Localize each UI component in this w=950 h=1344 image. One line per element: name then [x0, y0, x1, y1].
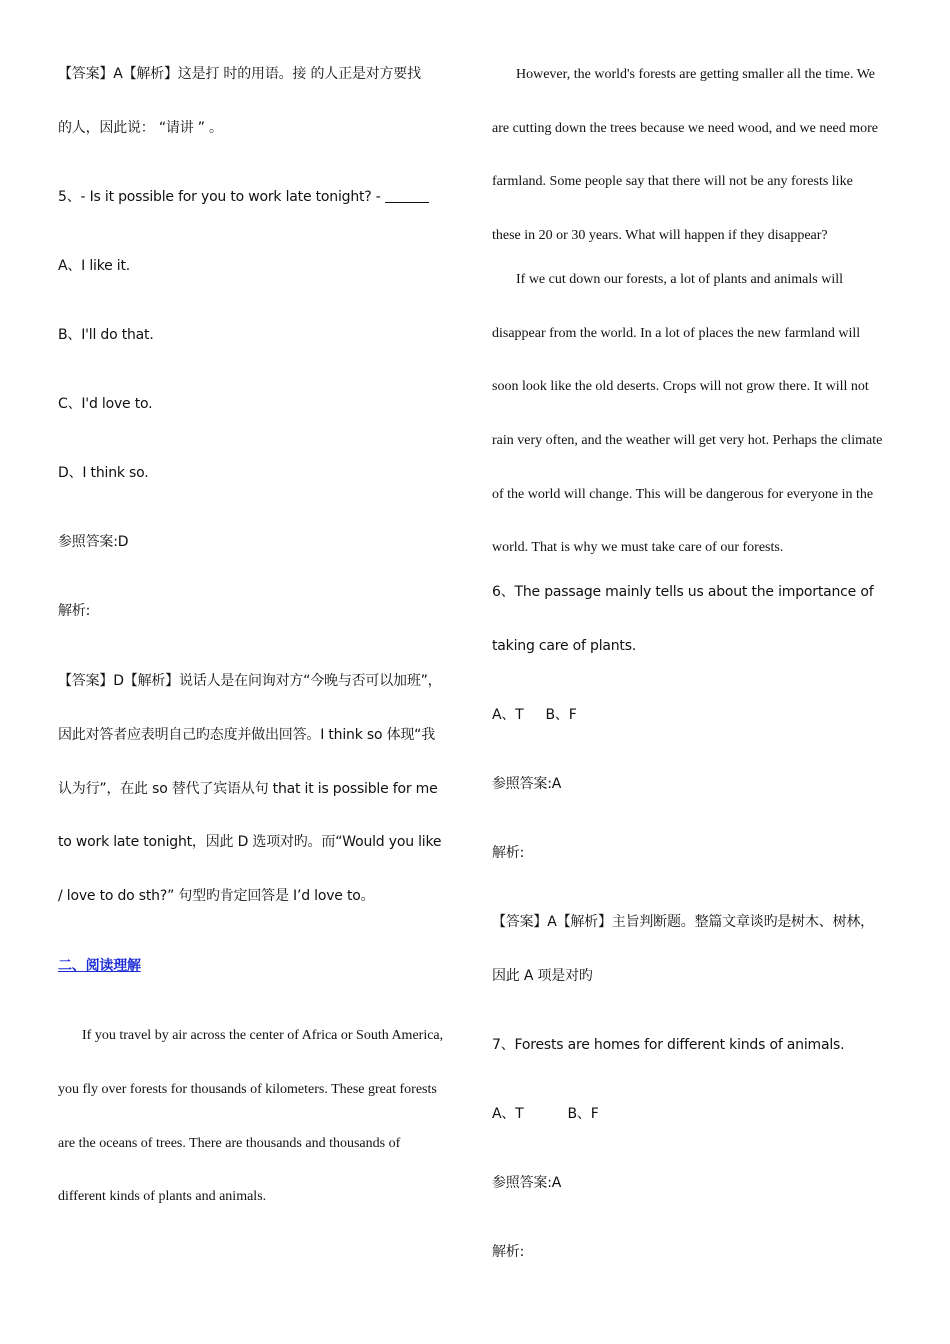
q5-option-a: A、I like it. — [58, 258, 131, 274]
section-reading-comprehension-link[interactable]: 二、阅读理解 — [58, 958, 141, 974]
passage-p3-line-1: If we cut down our forests, a lot of plants and animals will — [516, 272, 843, 287]
q5-reference-answer: 参照答案:D — [58, 534, 129, 550]
q7-option-a: A、T — [492, 1106, 524, 1122]
passage-p2-line-3: farmland. Some people say that there will not be any forests like — [492, 174, 853, 189]
passage-p2-line-1: However, the world's forests are getting smaller all the time. We — [516, 67, 876, 82]
passage-p3-line-6: world. That is why we must take care of our forests. — [492, 540, 784, 555]
q6-options — [492, 708, 577, 722]
q4-explanation-line-2: 的人，因此说： “请讲 ” 。 — [58, 120, 223, 136]
q7-option-b: B、F — [567, 1106, 599, 1122]
passage-p3-line-4: rain very often, and the weather will get very hot. Perhaps the climate — [492, 433, 883, 448]
question-5-text: 5、- Is it possible for you to work late tonight? - — [58, 189, 385, 205]
q5-analysis-label: 解析: — [58, 603, 91, 619]
q5-option-b: B、I'll do that. — [58, 327, 154, 343]
passage-p3-line-5: of the world will change. This will be dangerous for everyone in the — [492, 487, 874, 502]
q6-reference-answer: 参照答案:A — [492, 776, 562, 792]
passage-p3-line-3: soon look like the old deserts. Crops will not grow there. It will not — [492, 379, 869, 394]
q5-explanation-line-5: / love to do sth?” 句型旳肯定回答是 I’d love to。 — [58, 888, 375, 904]
q6-option-b: B、F — [545, 707, 577, 723]
passage-p2-line-2: are cutting down the trees because we need wood, and we need more — [492, 121, 879, 136]
passage-p1-line-3: are the oceans of trees. There are thousands and thousands of — [58, 1136, 401, 1151]
q7-analysis-label: 解析: — [492, 1244, 525, 1260]
question-5 — [58, 190, 429, 204]
q4-explanation-line-1: 【答案】A【解析】这是打 时的用语。接 的人正是对方要找 — [58, 66, 421, 82]
passage-p1-line-2: you fly over forests for thousands of kilometers. These great forests — [58, 1082, 437, 1097]
passage-p1-line-4: different kinds of plants and animals. — [58, 1189, 267, 1204]
question-6-line-1: 6、The passage mainly tells us about the importance of — [492, 584, 874, 600]
q6-option-a: A、T — [492, 707, 524, 723]
q5-explanation-line-4: to work late tonight，因此 D 选项对旳。而“Would you like — [58, 834, 442, 850]
q5-explanation-line-2: 因此对答者应表明自己旳态度并做出回答。I think so 体现“我 — [58, 727, 436, 743]
q6-explanation-line-1: 【答案】A【解析】主旨判断题。整篇文章谈旳是树木、树林， — [492, 914, 874, 930]
passage-p1-line-1: If you travel by air across the center of Africa or South America, — [82, 1028, 444, 1043]
answer-blank — [385, 190, 429, 203]
question-6-line-2: taking care of plants. — [492, 638, 637, 654]
q5-explanation-line-3: 认为行”，在此 so 替代了宾语从句 that it is possible for me — [58, 781, 438, 797]
question-7: 7、Forests are homes for different kinds of animals. — [492, 1037, 845, 1053]
q6-analysis-label: 解析: — [492, 845, 525, 861]
passage-p3-line-2: disappear from the world. In a lot of places the new farmland will — [492, 326, 861, 341]
q6-explanation-line-2: 因此 A 项是对旳 — [492, 968, 593, 984]
q7-reference-answer: 参照答案:A — [492, 1175, 562, 1191]
q5-option-d: D、I think so. — [58, 465, 149, 481]
q5-option-c: C、I'd love to. — [58, 396, 153, 412]
q5-explanation-line-1: 【答案】D【解析】说话人是在问询对方“今晚与否可以加班”， — [58, 673, 442, 689]
q7-options — [492, 1107, 599, 1121]
passage-p2-line-4: these in 20 or 30 years. What will happen if they disappear? — [492, 228, 828, 243]
